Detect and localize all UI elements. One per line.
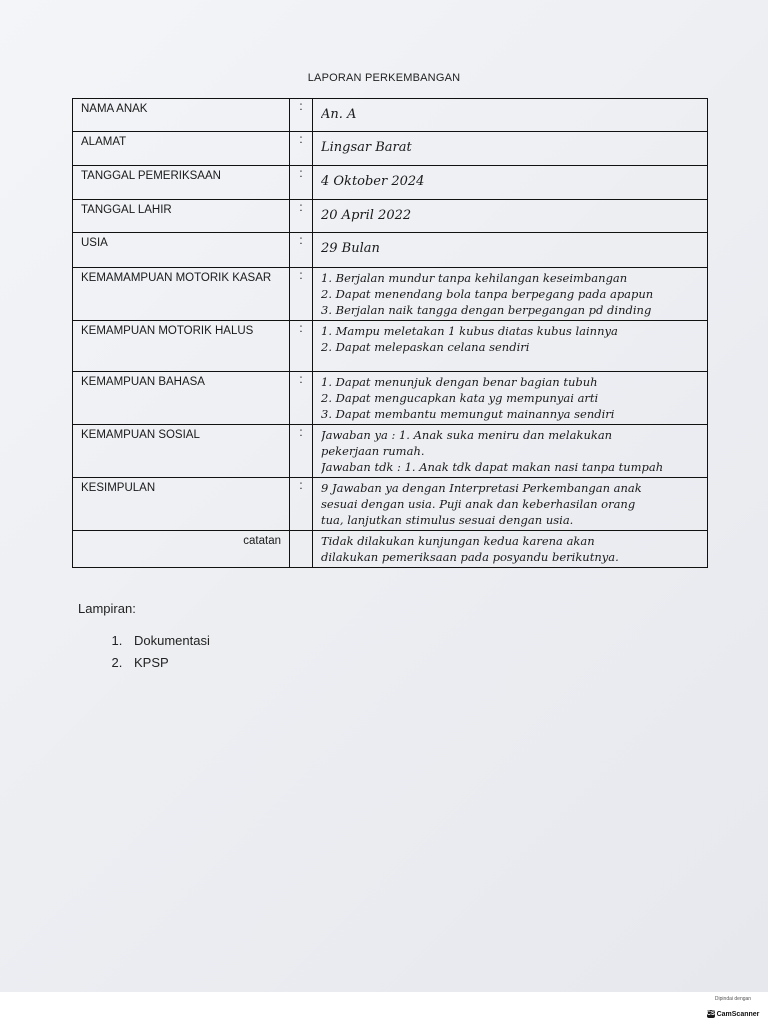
attachment-item: 2. KPSP [126,652,210,674]
row-label: ALAMAT [73,132,290,166]
row-label: TANGGAL LAHIR [73,200,290,233]
row-colon: : [290,200,313,233]
handwritten-line: 2. Dapat menendang bola tanpa berpegang pada apapun [321,287,654,301]
handwritten-line: 20 April 2022 [321,208,412,223]
row-colon: : [290,321,313,372]
handwritten-line: Lingsar Barat [321,140,412,155]
handwritten-line: 1. Berjalan mundur tanpa kehilangan keseimbangan [321,271,628,285]
report-row [73,200,708,233]
attachments-heading: Lampiran: [78,601,136,616]
row-value [313,233,708,268]
row-value [313,372,708,425]
attachments-list [78,630,210,674]
report-row [73,321,708,372]
row-value [313,166,708,200]
report-row [73,372,708,425]
report-row [73,233,708,268]
footer-strip [0,992,768,1024]
scanner-caption: Dipindai dengan [714,996,752,1002]
row-label: KEMAMPUAN BAHASA [73,372,290,425]
row-colon: : [290,233,313,268]
row-value [313,321,708,372]
row-value [313,132,708,166]
handwritten-line: 1. Dapat menunjuk dengan benar bagian tubuh [321,375,598,389]
row-label: KEMAMAMPUAN MOTORIK KASAR [73,268,290,321]
report-row [73,268,708,321]
handwritten-line: Jawaban ya : 1. Anak suka meniru dan melakukan [321,428,613,442]
report-table [72,98,708,568]
row-label: NAMA ANAK [73,99,290,132]
row-value [313,200,708,233]
row-colon: : [290,372,313,425]
report-row [73,478,708,531]
camscanner-icon: CS [706,1011,715,1017]
handwritten-line: An. A [321,107,357,122]
row-label: KEMAMPUAN MOTORIK HALUS [73,321,290,372]
report-row [73,425,708,478]
handwritten-line: 2. Dapat melepaskan celana sendiri [321,340,530,354]
row-value [313,99,708,132]
attachment-item: 1. Dokumentasi [126,630,210,652]
row-colon: : [290,99,313,132]
row-label: TANGGAL PEMERIKSAAN [73,166,290,200]
handwritten-line: dilakukan pemeriksaan pada posyandu berikutnya. [321,550,619,564]
document-title: LAPORAN PERKEMBANGAN [307,72,461,84]
row-value [313,268,708,321]
scanner-brand: CamScanner [716,1010,760,1018]
attachments-section [78,601,210,674]
camscanner-logo [707,1010,760,1018]
handwritten-line: tua, lanjutkan stimulus sesuai dengan usia. [321,513,574,527]
row-label: USIA [73,233,290,268]
row-colon [290,531,313,568]
handwritten-line: 29 Bulan [321,241,380,256]
row-colon: : [290,166,313,200]
row-colon: : [290,478,313,531]
handwritten-line: Tidak dilakukan kunjungan kedua karena akan [321,534,595,548]
report-row [73,132,708,166]
row-value [313,531,708,568]
row-label: KESIMPULAN [73,478,290,531]
report-row [73,99,708,132]
handwritten-line: 3. Berjalan naik tangga dengan berpegangan pd dinding [321,303,652,317]
report-row [73,166,708,200]
row-colon: : [290,132,313,166]
row-label: KEMAMPUAN SOSIAL [73,425,290,478]
row-colon: : [290,268,313,321]
row-colon: : [290,425,313,478]
row-value [313,478,708,531]
row-label: catatan [73,531,290,568]
handwritten-line: sesuai dengan usia. Puji anak dan keberhasilan orang [321,497,636,511]
handwritten-line: pekerjaan rumah. [321,444,425,458]
handwritten-line: 4 Oktober 2024 [321,174,425,189]
handwritten-line: Jawaban tdk : 1. Anak tdk dapat makan nasi tanpa tumpah [321,460,664,474]
report-row [73,531,708,568]
camscanner-badge [706,996,760,1020]
handwritten-line: 9 Jawaban ya dengan Interpretasi Perkembangan anak [321,481,642,495]
row-value [313,425,708,478]
handwritten-line: 1. Mampu meletakan 1 kubus diatas kubus lainnya [321,324,618,338]
handwritten-line: 2. Dapat mengucapkan kata yg mempunyai arti [321,391,599,405]
handwritten-line: 3. Dapat membantu memungut mainannya sendiri [321,407,615,421]
